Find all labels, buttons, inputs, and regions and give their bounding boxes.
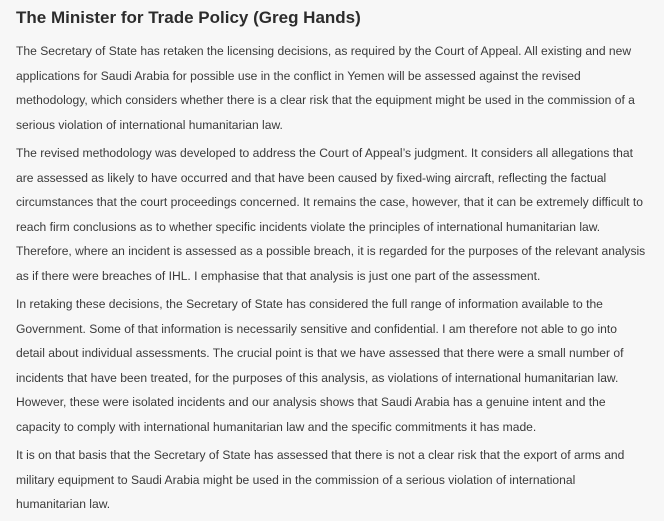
paragraph-3: In retaking these decisions, the Secretary of State has considered the full range of information available to the Government. Some of that information is necessarily sensitive and confidential. I am therefore not able to go into detail about individual assessments. The crucial point is that we have assessed that there were a small number of incidents that have been treated, for the purposes of this analysis, as violations of international humanitarian law. However, these were isolated incidents and our analysis shows that Saudi Arabia has a genuine intent and the capacity to comply with international humanitarian law and the specific commitments it has made. xyxy=(16,297,624,434)
paragraph-2: The revised methodology was developed to address the Court of Appeal’s judgment. It considers all allegations that are assessed as likely to have occurred and that have been caused by fixed-wing aircraft, reflecting the factual circumstances that the court proceedings concerned. It remains the case, however, that it can be extremely difficult to reach firm conclusions as to whether specific incidents violate the principles of international humanitarian law. Therefore, where an incident is assessed as a possible breach, it is regarded for the purposes of the relevant analysis as if there were breaches of IHL. I emphasise that that analysis is just one part of the assessment. xyxy=(16,146,646,283)
paragraph-4: It is on that basis that the Secretary of State has assessed that there is not a clear risk that the export of arms and military equipment to Saudi Arabia might be used in the commission of a serious violation of international humanitarian law. xyxy=(16,448,625,511)
debate-contribution xyxy=(16,6,646,521)
paragraph-1: The Secretary of State has retaken the licensing decisions, as required by the Court of Appeal. All existing and new applications for Saudi Arabia for possible use in the conflict in Yemen will be assessed against the revised methodology, which considers whether there is a clear risk that the equipment might be used in the commission of a serious violation of international humanitarian law. xyxy=(16,44,635,132)
speaker-heading: The Minister for Trade Policy (Greg Hands) xyxy=(16,8,361,27)
